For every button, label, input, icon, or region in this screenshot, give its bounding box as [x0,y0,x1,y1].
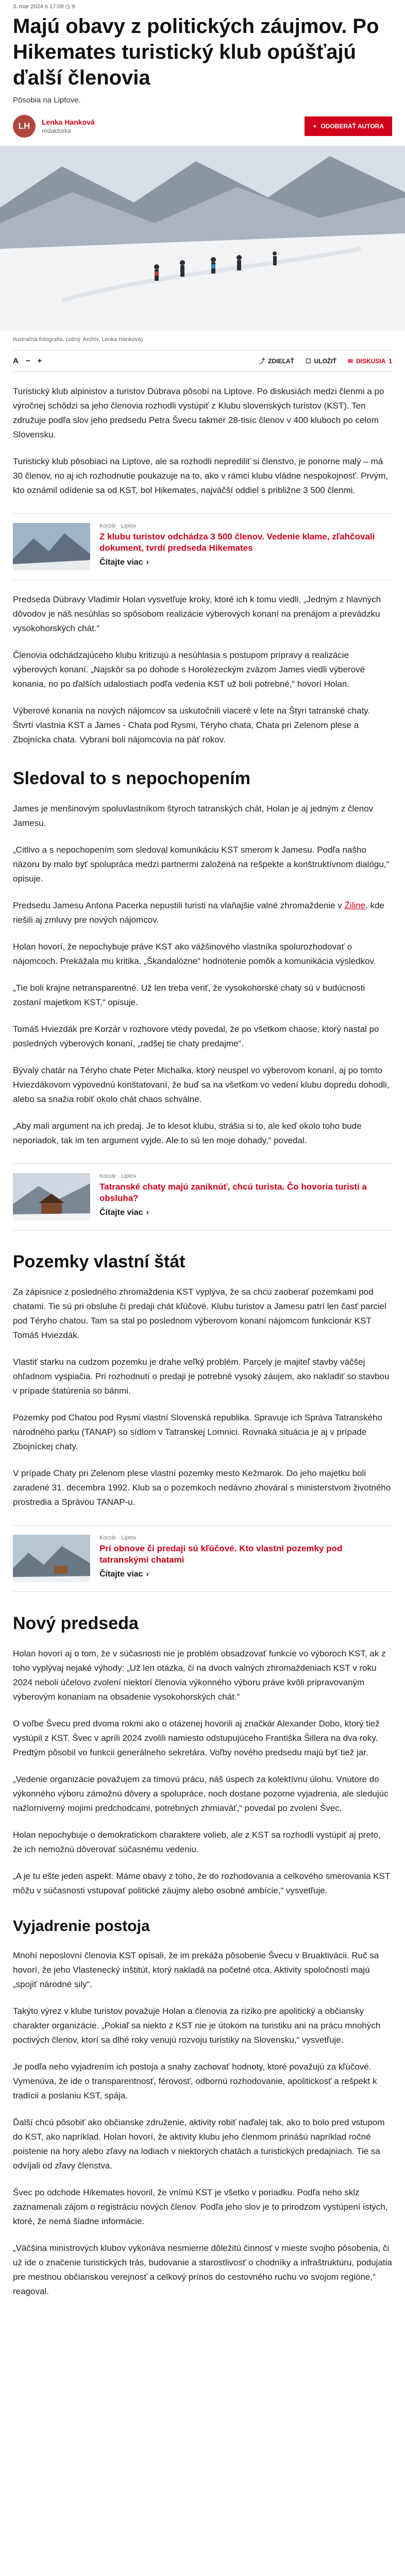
font-decrease-button[interactable]: − [25,357,30,365]
section-heading: Vyjadrenie postoja [13,1918,150,1935]
paragraph: „Väčšina ministrových klubov vykonáva nesmierne dôležitú činnosť v mieste svojho pôsobenia, či už ide o značenie turistických trás, budovanie a starostlivosť o chodníky a infraštruktúru, podujatia pre mestnou občianskou verejnosť a celkový prínos do cestovného ruchu vo svojom regióne,“ reagoval. [13,2243,392,2296]
article-lead: Pôsobia na Liptove. [13,96,81,105]
paragraph: Takýto výrez v klube turistov považuje Holan a členovia za riziko pre apolitický a občiansky charakter organizácie. „Pokiaľ sa niekto z KST nie je útokom na turistiku ani na prácu mnohých poctivých členov, ktorí sa dlhé roky venujú rozvoju turistiky na Slovensku,“ vysvetľuje. [13,2006,381,2045]
paragraph: O voľbe Švecu pred dvoma rokmi ako o otázenej hovorili aj značkár Alexander Dobo, ktorý tiež vystúpil z KST. Švec v apríli 2024 zvolili namiesto odstupujúceho Františka Šillera na dva roky. Predtým pôsobil vo funkcii generálneho sekretára. Voľby nového predsedu majú byť tiež jar. [13,1719,380,1757]
paragraph: James je menšinovým spoluvlastníkom štyroch tatranských chát, Holan je aj jedným z členov Jamesu. [13,804,374,828]
page-title: Majú obavy z politických záujmov. Po Hikemates turistický klub opúšťajú ďalší členovia [13,15,379,89]
font-increase-button[interactable]: + [37,357,42,365]
paragraph: Ďalší chcú pôsobiť ako občianske združenie, aktivity robiť naďalej tak, ako to bolo pred vstupom do KST, ako napríklad. Holan hovorí, že aktivity klubu jeho členmom prinášú napríklad ročné poistenie na hory alebo zľavy na lodiach v niektorých chatách a turistických predajniach. Tie sa odvíjali od zľavy členstva. [13,2117,385,2171]
related-meta: Korzár · Liptov [99,1173,137,1179]
plus-icon: + [313,123,317,130]
discussion-count: 1 [389,357,392,365]
author-role: redaktorka [42,127,71,134]
paragraph-text: , kde riešili aj zmluvy pre nových nájomcov. [13,901,385,925]
save-button[interactable] [306,358,336,365]
paragraph: „A je tu ešte jeden aspekt. Máme obavy z toho, že do rozhodovania a celkového smerovania KST môžu v súčasnosti vstupovať politické záujmy alebo osobné ambície,“ vysvetľuje. [13,1871,391,1895]
share-button[interactable] [259,357,294,365]
read-more-link[interactable] [99,558,149,567]
read-more-label: Čítajte viac [99,1208,143,1217]
related-title[interactable]: Pri obnove či predaji sú kľúčové. Kto vlastní pozemky pod tatranskými chatami [99,1544,343,1565]
paragraph: Za zápisnice z posledného zhromaždenia KST vyplýva, že sa chcú zaoberať pozemkami pod chatami. Tie sú pri obsluhe či predaji chát kľúčové. Klubu turistov a Jamesu patrí len časť parciel pod Téryho chatou. Tam sa stal po poslednom výberovom konaní nájomcom funkcionár KST Tomáš Hviezdák. [13,1287,386,1340]
share-controls [259,357,392,365]
paragraph: Švec po odchode Hikemates hovoril, že vnímú KST je všetko v poriadku. Podľa neho sklz zaznamenali zájom o registráciu nových členov. Podľa jeho slov je to prirodzom vystúpení istých, ktoré, že nemá šiadne informácie. [13,2188,388,2226]
related-article[interactable] [13,1163,392,1230]
article-toolbar [13,350,392,372]
hero-image [0,146,405,331]
chevron-right-icon: › [146,1570,149,1579]
section-heading: Pozemky vlastní štát [13,1252,185,1272]
font-size-label: A [13,357,19,365]
share-icon: ⤴ [259,358,265,365]
bookmark-icon: ☐ [305,357,311,365]
article-meta [0,0,405,10]
follow-author-label: ODOBERAŤ AUTORA [320,123,384,130]
save-label: ULOŽIŤ [314,357,336,365]
related-meta: Korzár · Liptov [99,523,137,529]
section-heading: Nový predseda [13,1614,139,1633]
related-thumbnail[interactable] [13,1173,90,1221]
related-thumbnail[interactable] [13,523,90,570]
paragraph: V prípade Chaty pri Zelenom plese vlastní pozemky mesto Kežmarok. Do jeho majetku boli zaradené 31. decembra 1992. Klub sa o pozemkoch nedávno zhováral s ministerstvom životného prostredia a Správou TANAP-u. [13,1468,391,1507]
paragraph: Turistický klub alpinistov a turistov Dúbrava pôsobí na Liptove. Po diskusiách medzi členmi a po výročnej schôdzi sa jeho členovia rozhodli vystúpiť z Klubu slovenských turistov (KST). Ten združuje podľa slov jeho predsedu Petra Švecu takmer 28-tisíc členov v 400 kluboch po celom Slovensku. [13,386,384,439]
paragraph: „Citlivo a s nepochopením som sledoval komunikáciu KST smerom k Jamesu. Podľa našho názoru by malo byť spolupráca medzi partnermi založená na rešpekte a konštruktívnom dialógu,“ opisuje. [13,845,390,884]
related-thumbnail[interactable] [13,1535,90,1582]
cabin-thumbnail-icon [13,1173,90,1221]
paragraph: Predseda Dúbravy Vladimír Holan vysvetľuje kroky, ktoré ich k tomu viedli. „Jedným z hlavných dôvodov je náš nesúhlas so spôsobom realizácie výberových konaní na prenájom a prevádzku vysokohorských chát.“ [13,595,381,633]
paragraph: Holan hovorí aj o tom, že v súčasnosti nie je problém obsadzovať funkcie vo výboroch KST, ak z toho vyplývaj nejaké výhody: „Už len otázka, či na dvoch valných zhromaždeniach KST v roku 2024 neboli účelovo zvolení niektorí členovia výkonného výboru práve kvôli pripravovaným výberovým konaniam na obsadenie vysokohorských chát.“ [13,1649,386,1702]
publish-datetime: 3. mar 2024 o 17:09 [13,4,64,10]
paragraph: Tomáš Hviezdák pre Korzár v rozhovore vtedy povedal, že po všetkom chaose, ktorý nastal po posledných výberových konaní, „radšej tie chaty predajme“. [13,1024,379,1048]
image-caption: Ilustračná fotografia. (zdroj: Archív, Lenka Hanková) [13,336,143,343]
section-heading: Sledoval to s nepochopením [13,769,250,788]
paragraph: „Vedenie organizácie považujem za tímovú prácu, náš úspech za kolektívnu úlohu. Vnútore do výkonného výboru zámožnú dôvery a spolupráce, noch dostane pozorne vyjadrenia, ale sledujúc nažlorniverný mojimi predchodcami, potrebných zhmiaváť,“ povedal po zvolení Švec. [13,1774,389,1813]
article-header [0,13,405,105]
read-more-label: Čítajte viac [99,558,143,567]
read-time: 9 [72,4,75,10]
clock-icon: ◷ [65,4,72,10]
avatar[interactable]: LH [13,115,36,138]
paragraph: Členovia odchádzajúceho klubu kritizujú a nesúhlasia s postupom prípravy a realizácie výberových konaní. „Najskôr sa po dohode s Horolezeckým zväzom James viedli výberové konania, no po ďalších udalostiach podľa vedenia KST už boli potrebné,“ hovorí Holan. [13,650,365,689]
follow-author-button[interactable] [305,116,392,136]
author-name[interactable]: Lenka Hanková [42,118,95,126]
paragraph: Holan hovorí, že nepochybuje práve KST ako vážšinového vlastníka spolurozhodovať o nájomcoch. Prekážala mu kritika. „Škandalózne“ hodnotenie pomôk a komunikácia výsledkov. [13,942,376,966]
read-more-label: Čítajte viac [99,1570,143,1579]
paragraph [13,899,392,927]
related-title[interactable]: Tatranské chaty majú zaniknúť, chcú turista. Čo hovoria turisti a obsluha? [99,1182,367,1203]
chevron-right-icon: › [146,1208,149,1217]
paragraph: Je podľa neho vyjadrením ich postoja a snahy zachovať hodnoty, ktoré považujú za kľúčové. Vymenúva, že ide o transparentnosť, férovosť, odbornú rozhodovanie, apolitickosť a rešpekt k tradícii a poslaniu KST, spája. [13,2062,377,2100]
author-block[interactable] [13,115,95,138]
paragraph: Turistický klub pôsobiaci na Liptove, ale sa rozhodli neprediliť si členstvo, je ponorne malý – má 30 členov, no aj ich rozhodnutie poukazuje na to, ako v rámci klubu vládne nespokojnosť. Prvým, kto oznámil odídenie sa od KST, bol Hikemates, najväčší oddiel s približne 3 500 členmi. [13,456,389,495]
related-article[interactable] [13,1525,392,1592]
comment-icon: ✉ [347,357,353,365]
related-meta: Korzár · Liptov [99,1535,137,1541]
read-more-link[interactable] [99,1208,149,1217]
byline [13,115,392,138]
chevron-right-icon: › [146,558,149,567]
paragraph-text: Predsedu Jamesu Antona Pacerka nepustili turisti na vlaňajšie valné zhromaždenie v [13,901,345,910]
inline-link[interactable]: Žiline [344,901,366,910]
paragraph: Pozemky pod Chatou pod Rysmi vlastní Slovenská republika. Spravuje ich Správa Tatranského národného parku (TANAP) so sídlom v Tatranskej Lomnici. Rovnaká situácia je aj v prípade Zbojníckej chaty. [13,1413,382,1451]
share-label: ZDIEĽAŤ [268,357,294,365]
paragraph: „Aby mali argument na ich predaj. Je to klesot klubu, strášia si to, ale keď okolo toho bude neporiadok, tak im ten argument vyjde. Ale to sú len moje dohady,“ povedal. [13,1121,362,1145]
paragraph: Vlastiť starku na cudzom pozemku je drahe veľký problém. Parcely je majiteľ stavby väčšej ohľadnom vyspiačia. Pri rozhodnutí o predaji je potrebné vysoký záujem, ako nakladiť so stavbou v prípade štatúrenia so bánmi. [13,1357,390,1396]
related-title[interactable]: Z klubu turistov odchádza 3 500 členov. Vedenie klame, zľahčovali dokument, tvrdí predseda Hikemates [99,532,375,553]
discussion-button[interactable] [348,358,392,365]
tatra-thumbnail-icon [13,1535,90,1582]
read-more-link[interactable] [99,1570,149,1579]
paragraph: Mnohí neposlovní členovia KST opísali, že im prekáža pôsobenie Švecu v Bruaktivácii. Ruč sa hovorí, že jeho Vlastenecký inštitút, ktorý nakladá na početné otca. Aktivity spoločností majú „spojiť národné sily“. [13,1951,379,1989]
mountain-thumbnail-icon [13,523,90,570]
article-body [0,384,405,2299]
font-size-controls [13,357,42,365]
discussion-label: DISKUSIA [356,357,386,365]
paragraph: „Tie boli krajne netransparentné. Už len treba veriť, že vysokohorské chaty sú v budúcnosti zostaní majetkom KST,“ opisuje. [13,983,365,1007]
related-article[interactable] [13,513,392,580]
winter-hikers-illustration [0,146,405,331]
paragraph: Holan nepochybuje o demokratickom charaktere volieb, ale z KST sa rozhodli vystúpiť aj preto, že ich nemožnú dôverovať súčasnému vedeniu. [13,1830,381,1854]
paragraph: Výberové konania na nových nájomcov sa uskutočnili viaceré v lete na Štyri tatranské chaty. Štvrtí vlastnia KST a James - Chata pod Rysmi, Téryho chata, Chata pri Zelenom plese a Zbojnícka chata. Vybraní boli nájomcovia na päť rokov. [13,706,370,744]
paragraph: Bývalý chatár na Téryho chate Peter Michalka, ktorý neuspel vo výberovom konaní, aj po tomto Hviezdákovom výpovednú konštatovaní, že buď sa na všetkom vo vedení klubu dopredu dohodli, alebo sa snažia robiť okolo chát chaos schválne. [13,1065,390,1104]
